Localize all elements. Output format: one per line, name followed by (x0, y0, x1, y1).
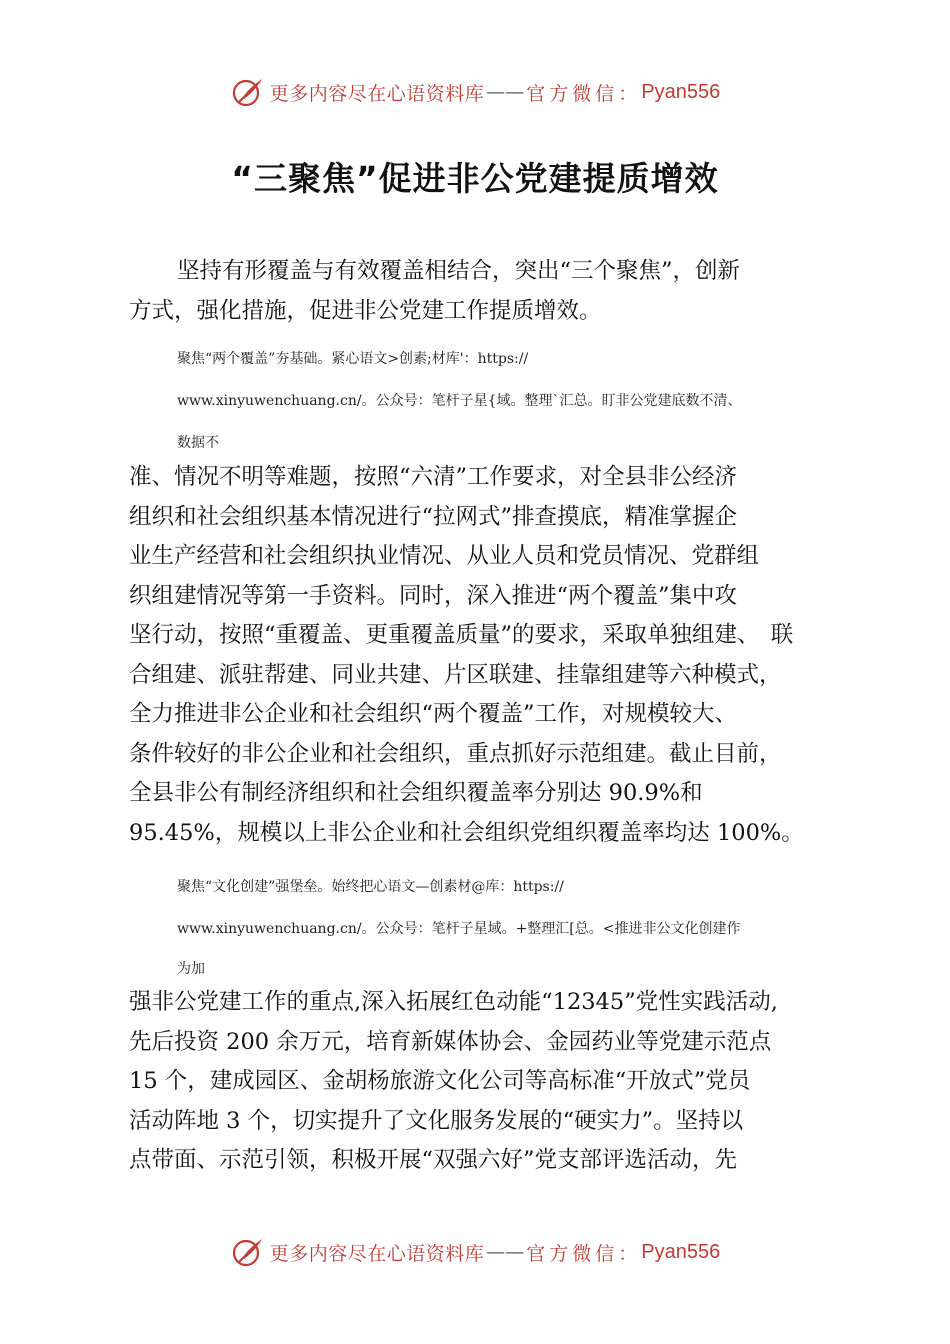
page-title: “三聚焦”促进非公党建提质增效 (231, 159, 719, 198)
text-line: 组织和社会组织基本情况进行“拉网式”排查摸底，精准掌握企 (129, 503, 738, 530)
text-line: 条件较好的非公企业和社会组织，重点抓好示范组建。截止目前， (129, 740, 782, 767)
note-line: 聚焦“两个覆盖”夯基础。紧心语文>创素;材库'：https:// (177, 351, 529, 367)
header-banner (0, 72, 950, 112)
note-line: www.xinyuwenchuang.cn/。公众号：笔杆子星{域。整理`汇总。盯非公党建底数不清、 (177, 393, 742, 409)
text-line: 坚持有形覆盖与有效覆盖相结合，突出“三个聚焦”，创新 (177, 258, 741, 284)
note-line: 数据不 (177, 435, 219, 451)
banner-right-text: 官方微信： (526, 82, 642, 105)
banner-dash: —— (486, 81, 525, 103)
text-line: 点带面、示范引领，积极开展“双强六好”党支部评选活动，先 (129, 1147, 738, 1173)
section1-paragraph (129, 458, 841, 853)
note-line: www.xinyuwenchuang.cn/。公众号：笔杆子星域。+整理汇[总。<推进非公文化创建作 (177, 921, 741, 937)
text-line: 先后投资 200 余万元，培育新媒体协会、金园药业等党建示范点 (129, 1028, 772, 1055)
banner-left-text: 更多内容尽在心语资料库 (269, 1242, 485, 1265)
section2-paragraph (129, 983, 841, 1181)
banner-left-text: 更多内容尽在心语资料库 (269, 82, 485, 105)
quill-circle-icon (230, 74, 266, 110)
text-line: 坚行动，按照“重覆盖、更重覆盖质量”的要求，采取单独组建、 联 (129, 622, 794, 648)
text-line: 业生产经营和社会组织执业情况、从业人员和党员情况、党群组 (129, 543, 760, 569)
text-line: 方式，强化措施，促进非公党建工作提质增效。 (129, 297, 602, 324)
banner-dash: —— (486, 1241, 525, 1263)
text-line: 15 个，建成园区、金胡杨旅游文化公司等高标准“开放式”党员 (129, 1068, 751, 1094)
banner-wechat-id: Pyan556 (641, 1240, 721, 1263)
text-line: 全县非公有制经济组织和社会组织覆盖率分别达 90.9%和 (129, 780, 703, 806)
text-line: 强非公党建工作的重点,深入拓展红色动能“12345”党性实践活动, (129, 989, 778, 1015)
quill-circle-icon (230, 1234, 266, 1270)
text-line: 活动阵地 3 个，切实提升了文化服务发展的“硬实力”。坚持以 (129, 1107, 744, 1134)
text-line: 织组建情况等第一手资料。同时，深入推进“两个覆盖”集中攻 (129, 582, 738, 609)
text-line: 准、情况不明等难题，按照“六清”工作要求，对全县非公经济 (129, 464, 738, 490)
banner-wechat-id: Pyan556 (641, 80, 721, 103)
text-line: 全力推进非公企业和社会组织“两个覆盖”工作，对规模较大、 (129, 701, 738, 727)
text-line: 合组建、派驻帮建、同业共建、片区联建、挂靠组建等六种模式， (129, 661, 782, 688)
intro-paragraph (129, 252, 841, 331)
note-line: 聚焦“文化创建”强堡垒。始终把心语文—创素材@库：https:// (177, 879, 564, 895)
note-line: 为加 (177, 961, 205, 977)
text-line: 95.45%，规模以上非公企业和社会组织党组织覆盖率均达 100%。 (129, 819, 804, 846)
banner-right-text: 官方微信： (526, 1242, 642, 1265)
footer-banner (0, 1232, 950, 1272)
